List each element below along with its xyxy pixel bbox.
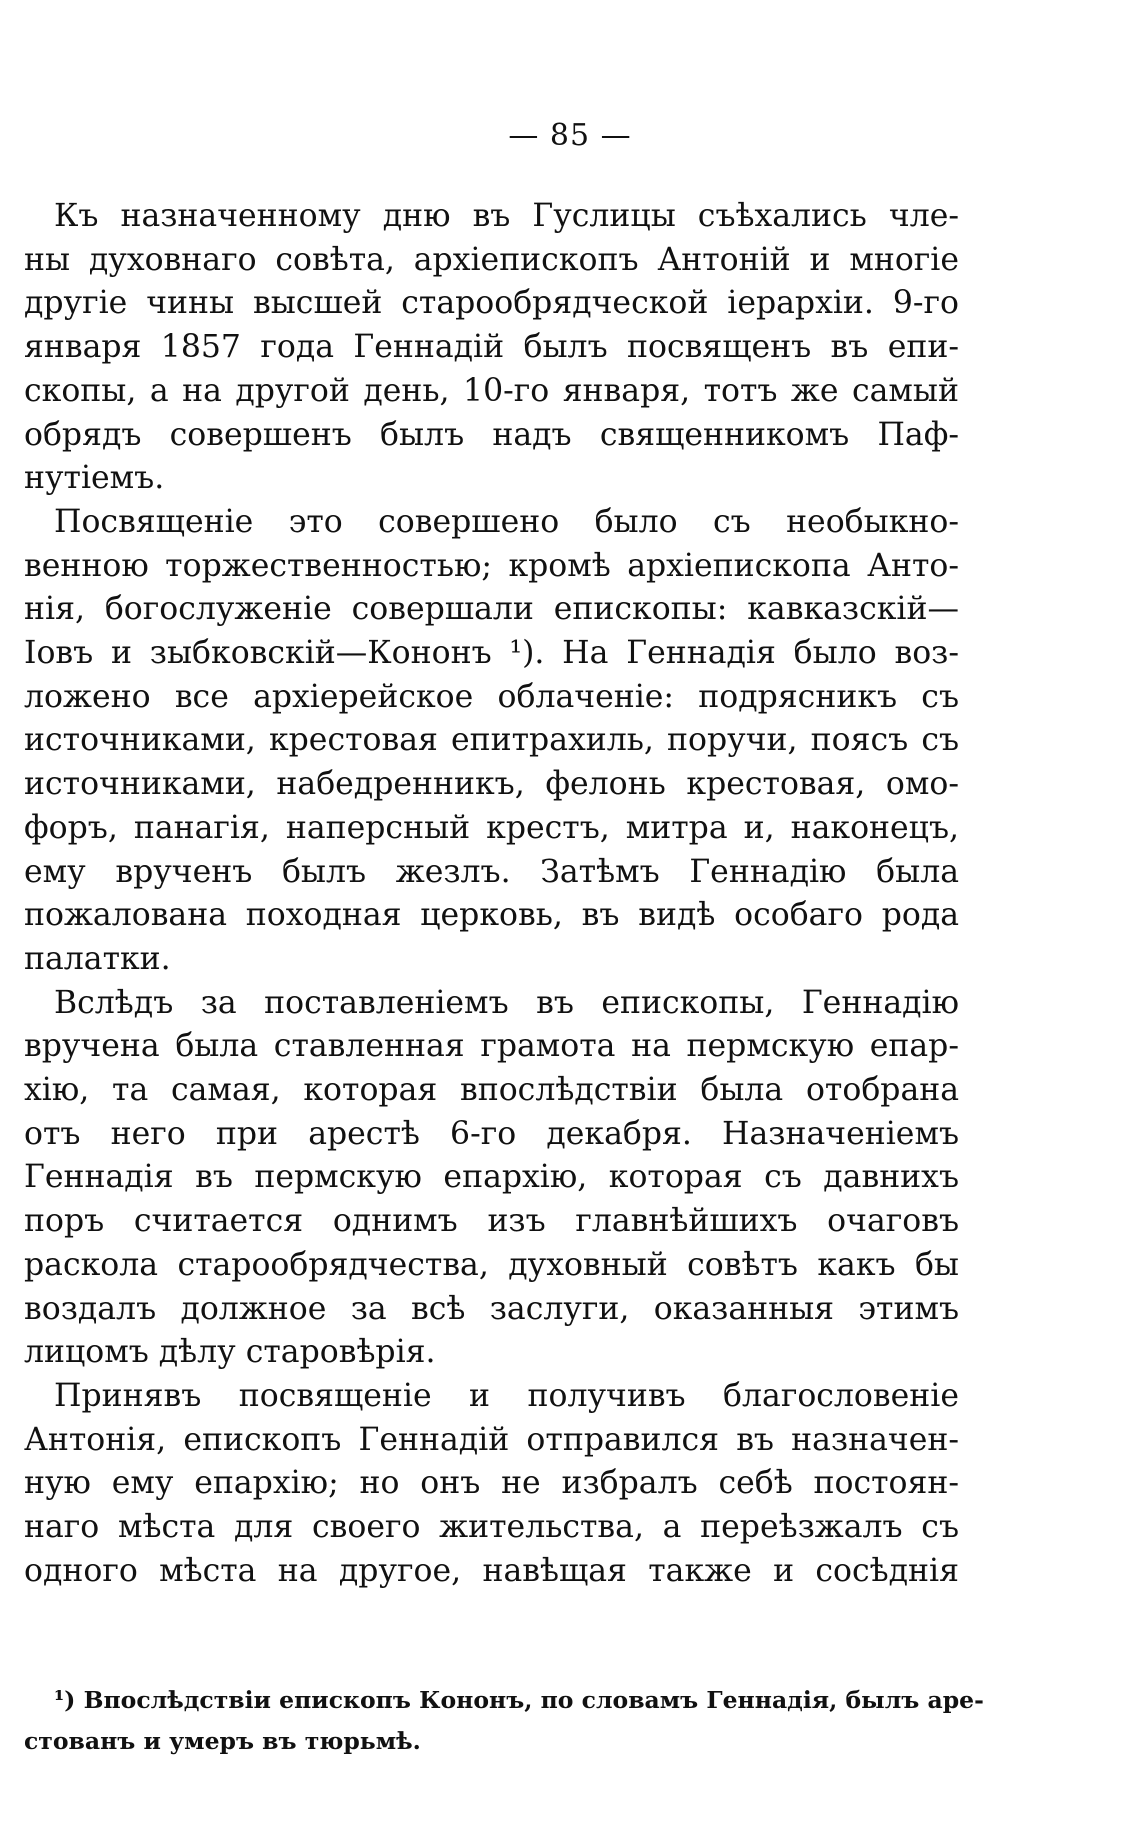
text-line: лицомъ дѣлу старовѣрія. bbox=[24, 1334, 436, 1371]
paragraph bbox=[24, 501, 959, 982]
text-line: ны духовнаго совѣта, архіепископъ Антоній и многіе bbox=[24, 241, 959, 278]
paragraph bbox=[24, 1375, 959, 1594]
text-line: форъ, панагія, наперсный крестъ, митра и, наконецъ, bbox=[24, 809, 959, 846]
text-line: вручена была ставленная грамота на пермскую епар- bbox=[24, 1028, 959, 1065]
paragraph bbox=[24, 982, 959, 1375]
page-number: — 85 — bbox=[508, 118, 632, 153]
footnote-line: ¹) Впослѣдствіи епископъ Кононъ, по словамъ Геннадія, былъ аре- bbox=[54, 1686, 984, 1714]
text-line: ему врученъ былъ жезлъ. Затѣмъ Геннадію была bbox=[24, 853, 959, 890]
text-line: другіе чины высшей старообрядческой іерархіи. 9-го bbox=[24, 285, 959, 322]
footnote-line: стованъ и умеръ въ тюрьмѣ. bbox=[24, 1727, 421, 1755]
text-line: ложено все архіерейское облаченіе: подрясникъ съ bbox=[24, 678, 959, 715]
text-line: раскола старообрядчества, духовный совѣтъ какъ бы bbox=[24, 1246, 959, 1283]
text-line: отъ него при арестѣ 6-го декабря. Назначеніемъ bbox=[24, 1115, 959, 1152]
paragraph bbox=[24, 195, 959, 501]
text-line: скопы, а на другой день, 10-го января, тотъ же самый bbox=[24, 372, 959, 409]
text-line: Принявъ посвященіе и получивъ благословеніе bbox=[54, 1377, 959, 1414]
text-line: января 1857 года Геннадій былъ посвященъ въ епи- bbox=[24, 329, 959, 366]
text-line: Геннадія въ пермскую епархію, которая съ давнихъ bbox=[24, 1159, 959, 1196]
text-line: нутіемъ. bbox=[24, 460, 165, 497]
text-line: обрядъ совершенъ былъ надъ священникомъ Паф- bbox=[24, 416, 959, 453]
text-line: нія, богослуженіе совершали епископы: кавказскій— bbox=[24, 591, 959, 628]
text-line: Вслѣдъ за поставленіемъ въ епископы, Геннадію bbox=[54, 984, 959, 1021]
text-line: ную ему епархію; но онъ не избралъ себѣ постоян- bbox=[24, 1465, 959, 1502]
text-line: палатки. bbox=[24, 940, 171, 977]
text-line: наго мѣста для своего жительства, а переѣзжалъ съ bbox=[24, 1509, 959, 1546]
text-line: пожалована походная церковь, въ видѣ особаго рода bbox=[24, 897, 959, 934]
text-line: хію, та самая, которая впослѣдствіи была отобрана bbox=[24, 1072, 959, 1109]
body-text bbox=[24, 195, 959, 1594]
text-line: Антонія, епископъ Геннадій отправился въ назначен- bbox=[24, 1421, 959, 1458]
text-line: источниками, крестовая епитрахиль, поручи, поясъ съ bbox=[24, 722, 959, 759]
text-line: воздалъ должное за всѣ заслуги, оказанныя этимъ bbox=[24, 1290, 959, 1327]
text-line: одного мѣста на другое, навѣщая также и сосѣднія bbox=[24, 1552, 959, 1589]
text-line: Іовъ и зыбковскій—Кононъ ¹). На Геннадія было воз- bbox=[24, 635, 959, 672]
text-line: Посвященіе это совершено было съ необыкно- bbox=[54, 503, 959, 540]
text-line: поръ считается однимъ изъ главнѣйшихъ очаговъ bbox=[24, 1203, 959, 1240]
footnote bbox=[24, 1680, 984, 1762]
text-line: Къ назначенному дню въ Гуслицы съѣхались чле- bbox=[54, 198, 959, 234]
text-line: венною торжественностью; кромѣ архіепископа Анто- bbox=[24, 547, 959, 584]
text-line: источниками, набедренникъ, фелонь крестовая, омо- bbox=[24, 766, 959, 803]
